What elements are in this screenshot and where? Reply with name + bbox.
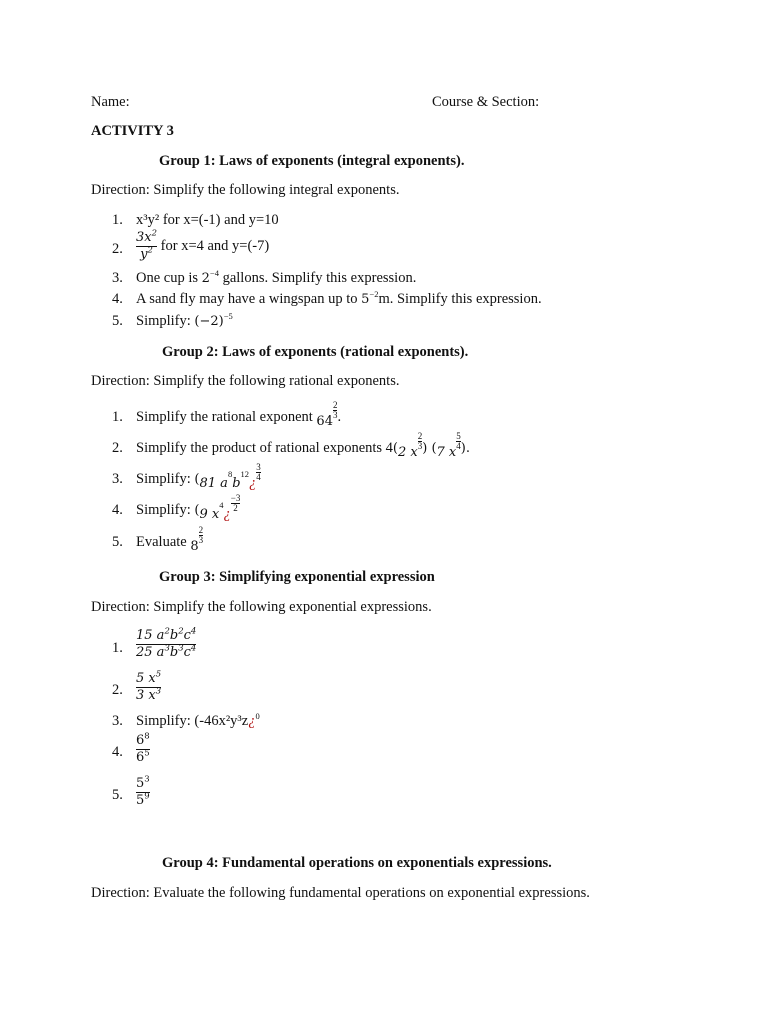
fraction-exponent [199, 526, 204, 545]
denominator-term: 25 a [136, 645, 165, 660]
item-text: x³y² for x=(-1) and y=10 [136, 212, 279, 228]
fraction-exponent [333, 401, 338, 420]
exp-numerator: 2 [332, 400, 338, 410]
item-number: 3. [112, 713, 123, 729]
exp-denominator: 2 [231, 503, 241, 513]
exponent: 2 [164, 626, 170, 637]
item-content [136, 270, 416, 287]
item-content: Simplify: (9 $x^4¿$ $\frac{-3}{2}$ [136, 493, 241, 522]
exponent: 3 [164, 643, 170, 654]
exp-denominator: 4 [256, 472, 261, 482]
base: 8 [190, 539, 199, 554]
exponent: 3 [144, 774, 150, 785]
exp-numerator: 2 [198, 525, 204, 535]
item-content [136, 733, 150, 766]
numerator: 3x [136, 230, 152, 245]
item-number: 3. [112, 471, 123, 487]
exponent: −5 [223, 311, 233, 322]
item-content [136, 713, 260, 730]
base: 64 [316, 414, 333, 429]
item-text: for x=4 and y=(-7) [160, 237, 270, 254]
exp-numerator: −3 [230, 493, 241, 503]
group4-direction: Direction: Evaluate the following fundamental operations on exponential expressions. [91, 885, 590, 901]
item-content [136, 313, 233, 330]
item-text: gallons. Simplify this expression. [222, 270, 417, 286]
fraction-exponent [231, 494, 241, 513]
item-content: Simplify the product of rational exponents 4(2 x $\frac{2}{3}$ ) (7 x $\frac{5}{4}$ ). [136, 431, 470, 460]
item-text: A sand fly may have a wingspan up to [136, 291, 358, 307]
item-number: 4. [112, 291, 123, 307]
exponent: −2 [369, 289, 379, 300]
item-content [136, 525, 204, 554]
base: (−2) [194, 314, 224, 329]
item-text: . [337, 409, 342, 425]
exponent: 12 [240, 469, 250, 480]
denominator: 3 x [136, 688, 156, 703]
group1-heading: Group 1: Laws of exponents (integral exponents). [159, 153, 465, 169]
group2-heading: Group 2: Laws of exponents (rational exponents). [162, 344, 469, 360]
item-text: Simplify the rational exponent [136, 409, 313, 425]
fraction [136, 733, 150, 766]
group2-direction: Direction: Simplify the following rational exponents. [91, 373, 400, 389]
base: 2 [201, 271, 210, 286]
exponent: 4 [190, 626, 197, 637]
base: 5 [361, 292, 370, 307]
base: b [232, 476, 241, 491]
exp-denominator: 3 [417, 441, 423, 451]
exp-numerator: 3 [256, 462, 261, 472]
exp-numerator: 2 [417, 431, 423, 441]
exponent: 0 [255, 711, 260, 722]
item-number: 3. [112, 270, 123, 286]
fraction-exponent [418, 432, 423, 451]
denominator: 5 [136, 793, 145, 808]
item-number: 5. [112, 313, 123, 329]
denominator-term: b [169, 645, 179, 660]
item-number: 2. [112, 440, 123, 456]
denominator: y [140, 247, 148, 262]
numerator-term: b [169, 628, 179, 643]
numerator-term: c [183, 628, 191, 643]
item-text: Evaluate [136, 534, 187, 550]
fraction-exponent [456, 432, 461, 451]
activity-title: ACTIVITY 3 [91, 123, 174, 139]
item-content [136, 628, 196, 661]
item-number: 4. [112, 502, 123, 518]
item-content [136, 776, 150, 809]
exponent: 3 [178, 643, 184, 654]
group3-heading: Group 3: Simplifying exponential expression [159, 569, 435, 585]
denominator-term: c [183, 645, 191, 660]
item-content [136, 230, 269, 263]
base: 81 a [199, 476, 228, 491]
exponent: −4 [209, 268, 219, 279]
item-text: m. Simplify this expression. [378, 291, 542, 307]
broken-glyph: ¿ [223, 506, 231, 522]
exponent: 2 [147, 245, 153, 256]
denominator: 6 [136, 750, 145, 765]
exp-denominator: 3 [332, 410, 338, 420]
exp-numerator: 5 [456, 431, 461, 441]
base: 2 x [398, 445, 418, 460]
group1-direction: Direction: Simplify the following integral exponents. [91, 182, 400, 198]
broken-glyph: ¿ [249, 475, 257, 491]
exponent: 3 [155, 686, 162, 697]
exponent: 9 [144, 791, 150, 802]
item-content [136, 671, 161, 704]
fraction [136, 230, 157, 263]
group3-direction: Direction: Simplify the following exponential expressions. [91, 599, 432, 615]
item-text: Simplify the product of rational exponents 4 [136, 440, 393, 456]
item-number: 1. [112, 640, 123, 656]
group4-heading: Group 4: Fundamental operations on exponentials expressions. [162, 855, 552, 871]
item-number: 4. [112, 744, 123, 760]
fraction [136, 776, 150, 809]
exponent: 5 [144, 748, 150, 759]
broken-glyph: ¿ [248, 713, 256, 729]
item-number: 1. [112, 212, 123, 228]
course-section-label: Course & Section: [432, 94, 540, 110]
base: 9 x [199, 507, 220, 522]
exponent: 4 [219, 500, 224, 511]
fraction [136, 671, 161, 704]
item-text: Simplify: [136, 313, 191, 329]
numerator: 6 [136, 733, 145, 748]
exponent: 8 [144, 731, 150, 742]
exp-denominator: 3 [198, 535, 204, 545]
exponent: 4 [190, 643, 197, 654]
exponent: 8 [227, 469, 233, 480]
item-text: Simplify: (-46x²y³z [136, 713, 249, 729]
item-number: 5. [112, 534, 123, 550]
base: 7 x [436, 445, 457, 460]
item-text: Simplify: [136, 502, 191, 518]
name-label: Name: [91, 94, 130, 110]
numerator: 5 x [136, 671, 156, 686]
item-content [136, 400, 342, 429]
item-number: 2. [112, 682, 123, 698]
numerator-term: 15 a [136, 628, 165, 643]
fraction [136, 628, 196, 661]
item-text: One cup is [136, 270, 199, 286]
exponent: 5 [155, 669, 162, 680]
fraction-exponent [256, 463, 261, 482]
numerator: 5 [136, 776, 145, 791]
item-content: Simplify: (81 $a^8b^{12}¿$ $\frac{3}{4}$ [136, 462, 261, 491]
item-content [136, 291, 542, 308]
item-number: 2. [112, 241, 123, 257]
exponent: 2 [151, 228, 158, 239]
item-number: 5. [112, 787, 123, 803]
exponent: 2 [178, 626, 184, 637]
exp-denominator: 4 [456, 441, 461, 451]
item-number: 1. [112, 409, 123, 425]
item-text: Simplify: [136, 471, 191, 487]
